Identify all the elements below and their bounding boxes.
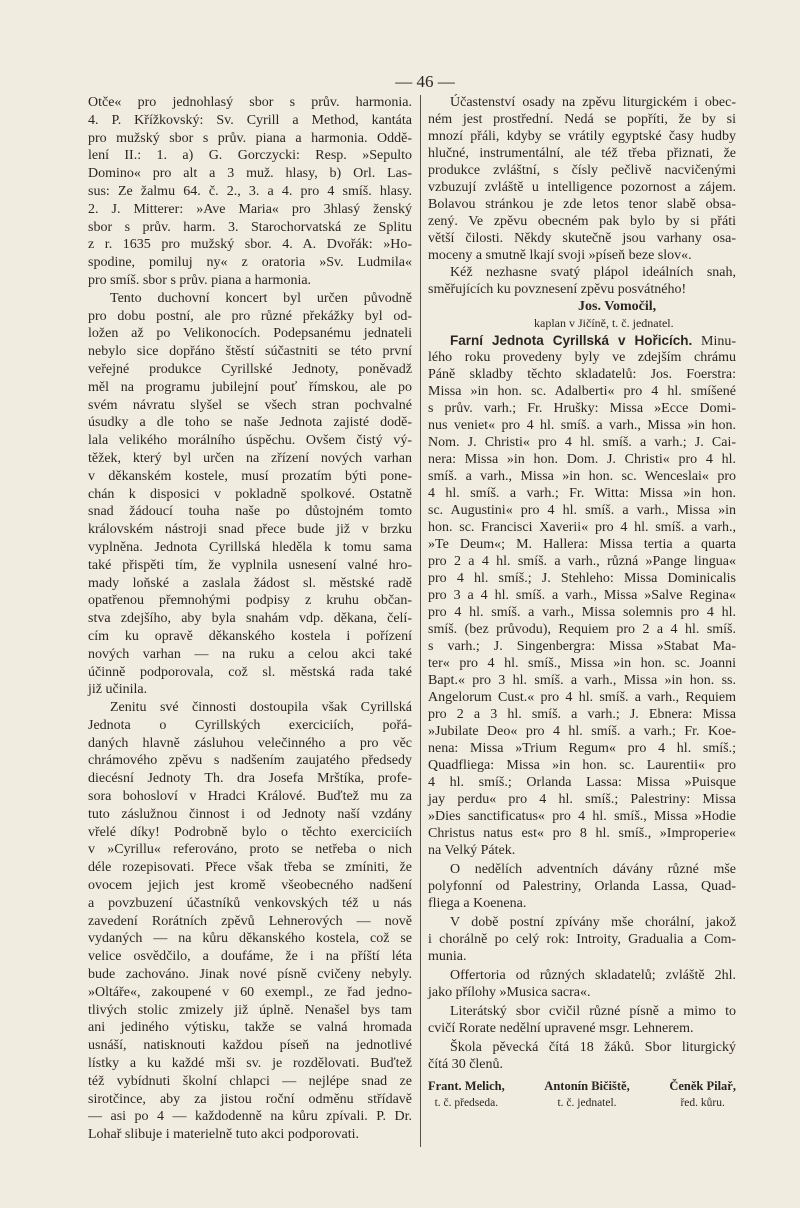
- right-column: [428, 94, 736, 1111]
- text-line: větší čilosti. Někdy skutečně jsou varhany osa-: [428, 231, 736, 246]
- text-line: pro 2 a 4 hl. smíš. a varh., různá »Pange lingua«: [428, 554, 736, 569]
- text-line: lala velikého morálního úspěchu. Ovšem čistý vý-: [88, 433, 412, 449]
- text-line: Tento duchovní koncert byl určen původně: [110, 290, 412, 306]
- text-line: čítá 30 členů.: [428, 1057, 504, 1072]
- text-line: daných hlavně zásluhou velečinného a pro věc: [88, 735, 412, 751]
- text-line: déle rozepisovati. Přece však třeba se zmíniti, že: [88, 860, 412, 876]
- paragraph: [88, 699, 412, 1144]
- text-line: sirotčince, aby za jistou roční odměnu střídavě: [88, 1091, 412, 1107]
- text-line: s prův. varh.; Fr. Hrušky: Missa »Ecce Domi-: [428, 401, 736, 416]
- paragraph: [88, 290, 412, 699]
- text-line: v »Cyrillu« referováno, proto se netřeba o nich: [88, 842, 412, 858]
- text-line: ter« pro 4 hl. smíš., Missa »in hon. sc. Joanni: [428, 656, 736, 671]
- text-line: stva zdejšího, aby byla snahám vdp. děkana, čelí-: [88, 611, 412, 627]
- text-line: smíš. (bez průvodu), Requiem pro 2 a 4 hl. smíš.: [428, 622, 736, 637]
- text-line: Páně skladby těchto skladatelů: Jos. Foerstra:: [428, 367, 736, 382]
- section-heading-continuation: Minu-: [701, 334, 736, 349]
- text-line: Zenitu své činnosti dostoupila však Cyrillská: [110, 700, 412, 716]
- text-line: Quadfliega: Missa »in hon. sc. Laurentii« pro: [428, 758, 736, 773]
- text-line: ložen až po Velikonocích. Podepsanému jednateli: [88, 326, 412, 342]
- text-line: zený. Ve zpěvu obecném pak bylo by si přáti: [428, 214, 736, 229]
- text-line: chrámového zpěvu s nadšením zaujatého předsedy: [88, 753, 412, 769]
- text-line: V době postní zpívány mše chorální, jakož: [450, 915, 736, 930]
- text-line: královském nástroji snad přece bude již v brzku: [88, 522, 412, 538]
- signature-name: Jos. Vomočil,: [578, 299, 657, 314]
- text-line: na Velký Pátek.: [428, 843, 516, 858]
- text-line: bude zachováno. Jinak nové písně cvičeny nebyly.: [88, 967, 412, 983]
- text-line: moceny a smutně lkají svoji »píseň beze slov«.: [428, 248, 692, 263]
- text-line: ani jediného výtisku, takže se valná hromada: [88, 1020, 412, 1036]
- text-line: cvičí Rorate nedělní upravené msgr. Lehnerem.: [428, 1021, 694, 1036]
- signature-name: Čeněk Pilař,: [669, 1079, 736, 1093]
- signature-choir-director: [669, 1078, 736, 1111]
- text-line: usnáší, natisknouti každou píseň na jednotlivé: [88, 1038, 412, 1054]
- text-line: pro mužský sbor s prův. piana a harmonia. Oddě-: [88, 130, 412, 146]
- text-line: »Jubilate Deo« pro 4 hl. smíš. a varh.; Fr. Koe-: [428, 724, 736, 739]
- text-line: lého roku provedeny byly ve zdejším chrámu: [428, 350, 736, 365]
- signature-name: Antonín Bičiště,: [544, 1079, 630, 1093]
- signature-role: řed. kůru.: [680, 1097, 725, 1109]
- text-line: Domino« pro alt a 3 muž. hlasy, b) Orl. Las-: [88, 166, 412, 182]
- text-line: jay perdu« pro 4 hl. smíš.; Palestriny: Missa: [428, 792, 736, 807]
- text-line: těžek, který byl určen na zřízení nových varhan: [88, 450, 412, 466]
- text-line: směřujících ku povznesení zpěvu posvátného!: [428, 282, 687, 297]
- text-line: veřejné produkce Cyrillské Jednoty, poněvadž: [88, 361, 412, 377]
- section-heading-line: [428, 332, 736, 349]
- text-line: též vybídnuti školní chlapci — nejlépe snad ze: [88, 1073, 412, 1089]
- text-line: úsudky a dle toho se naše Jednota zajisté dodě-: [88, 415, 412, 431]
- text-line: Angelorum Cust.« pro 4 hl. smíš. a varh., Requiem: [428, 690, 736, 705]
- text-line: munia.: [428, 949, 467, 964]
- text-line: »Oltáře«, zakoupené v 60 exempl., ze řad jedno-: [88, 984, 412, 1000]
- text-line: Literátský sbor cvičil různé písně a mimo to: [450, 1004, 736, 1019]
- text-line: mady loňské a zaslala žádost sl. městské radě: [88, 575, 412, 591]
- signature-secretary: [544, 1078, 629, 1111]
- text-line: zavedení Rorátních zpěvů Lehnerových — nově: [88, 913, 412, 929]
- text-line: již učinila.: [88, 682, 148, 698]
- text-line: mnozí přáli, kdyby se vrátily egyptské časy hudby: [428, 129, 736, 144]
- text-line: pro 4 hl. smíš. a varh., Missa solemnis pro 4 hl.: [428, 605, 736, 620]
- text-line: Offertoria od různých skladatelů; zvláště 2hl.: [450, 968, 736, 983]
- text-line: měl na programu jubilejní pouť římskou, ale po: [88, 379, 412, 395]
- text-line: polyfonní od Palestriny, Orlanda Lassa, Quad-: [428, 879, 736, 894]
- text-line: 4. P. Křížkovský: Sv. Cyrill a Method, kantáta: [88, 112, 412, 128]
- text-line: opatřenou přemnohými podpisy z kruhu občan-: [88, 593, 412, 609]
- right-paragraphs-report: [428, 349, 736, 1075]
- paragraph: [428, 94, 736, 264]
- left-column: [88, 94, 412, 1144]
- text-line: fliega a Koenena.: [428, 896, 527, 911]
- text-line: tuto záslužnou činnost i od Jednoty naší vzdány: [88, 806, 412, 822]
- text-line: 4 hl. smíš. a varh.; Fr. Witta: Missa »in hon.: [428, 486, 736, 501]
- text-line: hon. sc. Francisci Xaverii« pro 4 hl. smíš. a varh.,: [428, 520, 736, 535]
- text-line: nena: Missa »Trium Regum« pro 4 hl. smíš.;: [428, 741, 736, 756]
- paragraph: [428, 264, 736, 298]
- text-line: hlučné, instrumentální, ale též třeba přiznati, že: [428, 146, 736, 161]
- page-number: — 46 —: [395, 72, 455, 91]
- text-line: 4 hl. smíš.; Orlanda Lassa: Missa »Puisque: [428, 775, 736, 790]
- text-line: diecésní Jednoty Th. dra Josefa Mrštíka, profe-: [88, 771, 412, 787]
- paragraph: [428, 914, 736, 965]
- text-line: cím ku opravě děkanského kostela i pořízení: [88, 628, 412, 644]
- text-line: lení II.: 1. a) G. Gorczycki: Resp. »Sepulto: [88, 148, 412, 164]
- text-line: Missa »in hon. sc. Adalberti« pro 4 hl. smíšené: [428, 384, 736, 399]
- text-line: svém návratu slyšel se všech stran pochvalné: [88, 397, 412, 413]
- text-line: a povzbuzení účastníků venkovských též u nás: [88, 895, 412, 911]
- text-line: pro dobu postní, ale pro různé překážky byl od-: [88, 308, 412, 324]
- text-line: O nedělích adventních dávány různé mše: [450, 862, 736, 877]
- text-line: i chorálně po celý rok: Introity, Gradualia a Com-: [428, 932, 736, 947]
- text-line: nových varhan — na ruku a celou akci také: [88, 646, 412, 662]
- text-line: Kéž nezhasne svatý plápol ideálních snah,: [450, 265, 736, 280]
- signature-role: t. č. jednatel.: [557, 1097, 617, 1109]
- text-line: s varh.; J. Singenbergra: Missa »Stabat Ma-: [428, 639, 736, 654]
- signatures: [428, 1078, 736, 1111]
- text-line: chán k disposici v pokladně spolkové. Ostatně: [88, 486, 412, 502]
- text-line: v děkanském kostele, musí prozatím býti pone-: [88, 468, 412, 484]
- text-line: 2. J. Mitterer: »Ave Maria« pro 3hlasý ženský: [88, 201, 412, 217]
- paragraph: [428, 967, 736, 1001]
- signature-chairman: [428, 1078, 505, 1111]
- text-line: snad žádoucí touha naše po důstojném tomto: [88, 504, 412, 520]
- text-line: lístky a ku každé mši sv. je rozdělovati. Buďtež: [88, 1056, 412, 1072]
- text-line: pro 2 a 3 hl. smíš. a varh.; J. Ebnera: Missa: [428, 707, 736, 722]
- text-line: Bolavou stránkou je zde letos tenor slabě obsa-: [428, 197, 736, 212]
- paragraph: [428, 1003, 736, 1037]
- signature-role: t. č. předseda.: [434, 1097, 499, 1109]
- text-line: pro 3 a 4 hl. smíš. a varh., Missa »Salve Regina«: [428, 588, 736, 603]
- signature-role: kaplan v Jičíně, t. č. jednatel.: [534, 316, 674, 330]
- text-line: nus veniet« pro 4 hl. smíš. a varh., Missa »in hon.: [428, 418, 736, 433]
- text-line: nebylo sice dopřáno štěstí súčastniti se této první: [88, 344, 412, 360]
- text-line: »Dies sanctificatus« pro 4 hl. smíš., Missa »Hodie: [428, 809, 736, 824]
- text-line: ovocem jejich jest kromě všeobecného nadšení: [88, 878, 412, 894]
- paragraph: [428, 1039, 736, 1073]
- text-line: »Te Deum«; M. Hallera: Missa tertia a quarta: [428, 537, 736, 552]
- text-line: vřelé díky! Podrobně bylo o těchto exerciciích: [88, 824, 412, 840]
- text-line: produkce zvláštní, s čísly pečlivě nacvičenými: [428, 163, 736, 178]
- text-line: tlivých stolic zmizely již úplně. Nenašel bys tam: [88, 1002, 412, 1018]
- paragraph: [88, 94, 412, 290]
- text-line: spodine, pomiluj ny« z oratoria »Sv. Ludmila«: [88, 255, 412, 271]
- text-line: vydaných — na kůru děkanského kostela, což se: [88, 931, 412, 947]
- text-line: Nom. J. Christi« pro 4 hl. smíš. a varh.; J. Cai-: [428, 435, 736, 450]
- text-line: Lohař slibuje i materielně tuto akci podporovati.: [88, 1127, 359, 1143]
- text-line: jako přílohy »Musica sacra«.: [428, 985, 591, 1000]
- text-line: z r. 1635 pro mužský sbor. 4. A. Dvořák: »Ho-: [88, 237, 412, 253]
- text-line: vzbuzují zvláště u intelligence pozornost a zájem.: [428, 180, 736, 195]
- text-line: pro 4 hl. smíš.; J. Stehleho: Missa Dominicalis: [428, 571, 736, 586]
- paragraph: [428, 349, 736, 859]
- text-line: sus: Ze žalmu 64. č. 2., 3. a 4. pro 4 smíš. hlasy.: [88, 183, 412, 199]
- text-line: Škola pěvecká čítá 18 žáků. Sbor liturgický: [450, 1040, 736, 1055]
- text-line: sc. Augustini« pro 4 hl. smíš. a varh., Missa »in: [428, 503, 736, 518]
- text-line: sbor s prův. harm. 3. Starochorvatská ze Splitu: [88, 219, 412, 235]
- paragraph: [428, 861, 736, 912]
- text-line: Jednota o Cyrillských exerciciích, pořá-: [88, 717, 412, 733]
- text-line: Bapt.« pro 3 hl. smíš. a varh., Missa »in hon. ss.: [428, 673, 736, 688]
- text-line: Účastenství osady na zpěvu liturgickém i obec-: [450, 95, 736, 110]
- text-line: Christus natus est« pro 8 hl. smíš., »Improperie«: [428, 826, 736, 841]
- signature-name: Frant. Melich,: [428, 1079, 505, 1093]
- right-paragraphs-intro: [428, 94, 736, 298]
- text-line: smíš. a varh., Missa »in hon. sc. Wenceslai« pro: [428, 469, 736, 484]
- text-line: sora bohosloví v Hradci Králové. Buďtež mu za: [88, 789, 412, 805]
- column-divider: [420, 95, 421, 1147]
- text-line: vyplněna. Jednota Cyrillská hleděla k tomu sama: [88, 539, 412, 555]
- text-line: pro smíš. sbor s prův. piana a harmonia.: [88, 272, 312, 288]
- text-line: — asi po 4 — každodenně na kůru zpívali. P. Dr.: [88, 1109, 412, 1125]
- text-line: nera: Missa »in hon. Dom. J. Christi« pro 4 hl.: [428, 452, 736, 467]
- text-line: Otče« pro jednohlasý sbor s prův. harmonia.: [88, 95, 412, 110]
- text-line: ném jest prostřední. Nedá se popříti, že by si: [428, 112, 736, 127]
- section-heading: Farní Jednota Cyrillská v Hořicích.: [450, 333, 693, 348]
- text-line: účinně podporovala, což sl. městská rada také: [88, 664, 412, 680]
- text-line: také přispěti tím, že vyplnila usnesení valné hro-: [88, 557, 412, 573]
- text-line: velice osvědčilo, a doufáme, že i na příští léta: [88, 949, 412, 965]
